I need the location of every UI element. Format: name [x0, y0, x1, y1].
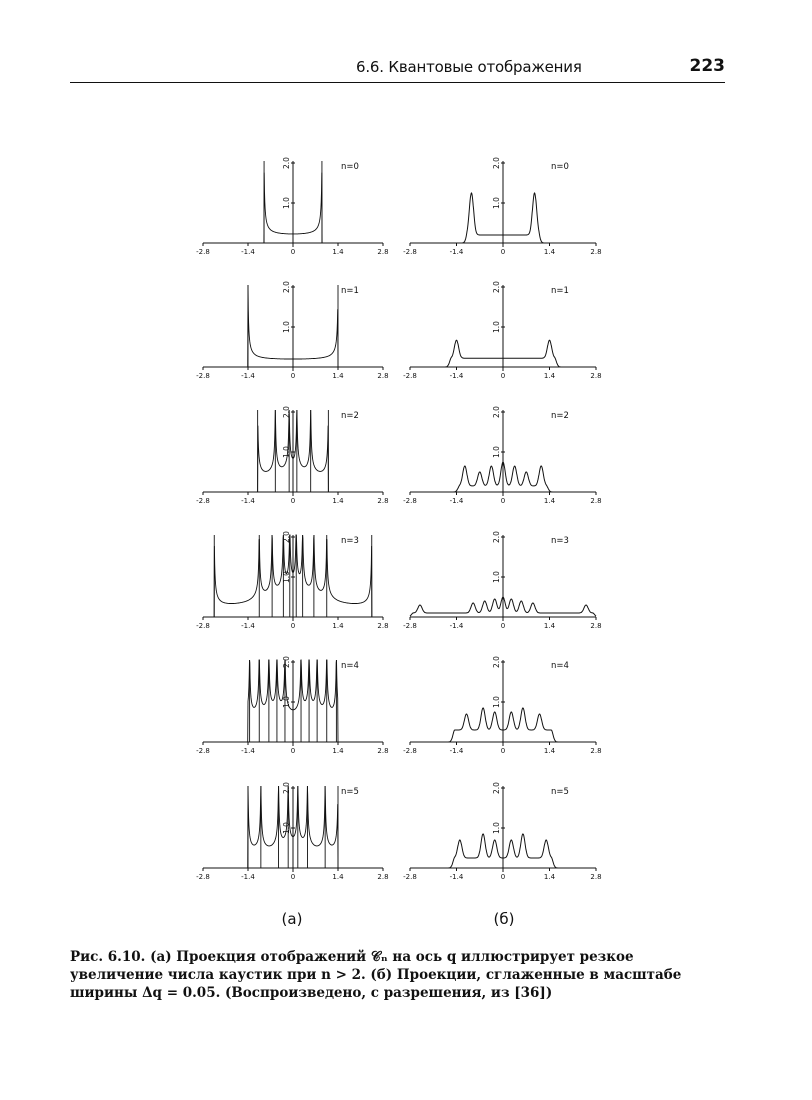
x-tick-label: -1.4: [241, 497, 255, 505]
y-tick-label: 2.0: [492, 782, 501, 794]
panel-a-n5: [196, 782, 388, 881]
n-label: n=4: [551, 661, 569, 671]
y-tick-label: 1.0: [492, 446, 501, 458]
x-tick-label: -1.4: [241, 747, 255, 755]
x-tick-label: -1.4: [449, 622, 464, 630]
n-label: n=1: [341, 286, 359, 296]
x-tick-label: 1.4: [543, 873, 556, 881]
x-tick-label: 1.4: [543, 747, 556, 755]
x-tick-label: -1.4: [449, 497, 464, 505]
y-tick-label: 2.0: [282, 656, 291, 668]
n-label: n=5: [551, 787, 569, 797]
x-tick-label: -2.8: [196, 372, 210, 380]
panel-a-n2: [196, 406, 388, 505]
n-label: n=0: [341, 162, 359, 172]
x-tick-label: 1.4: [332, 622, 344, 630]
x-tick-label: 1.4: [332, 873, 344, 881]
x-tick-label: 2.8: [590, 497, 602, 505]
x-tick-label: 2.8: [590, 372, 602, 380]
n-label: n=0: [551, 162, 569, 172]
panel-a-n1: [196, 281, 388, 380]
y-tick-label: 2.0: [492, 281, 501, 293]
x-tick-label: 1.4: [543, 622, 556, 630]
x-tick-label: 0: [290, 248, 296, 256]
x-tick-label: 2.8: [590, 747, 602, 755]
x-tick-label: 0: [500, 372, 506, 380]
n-label: n=1: [551, 286, 569, 296]
x-tick-label: -2.8: [403, 497, 417, 505]
x-tick-label: -2.8: [403, 622, 417, 630]
x-tick-label: 0: [500, 622, 506, 630]
x-tick-label: 2.8: [590, 873, 602, 881]
x-tick-label: -1.4: [241, 248, 255, 256]
n-label: n=2: [551, 411, 569, 421]
x-tick-label: 0: [290, 622, 296, 630]
y-tick-label: 1.0: [492, 321, 501, 333]
y-tick-label: 1.0: [282, 321, 291, 333]
y-tick-label: 1.0: [282, 197, 291, 209]
x-tick-label: -2.8: [403, 372, 417, 380]
x-tick-label: 1.4: [332, 248, 344, 256]
x-tick-label: 2.8: [377, 372, 389, 380]
x-tick-label: 1.4: [543, 372, 556, 380]
x-tick-label: -1.4: [241, 622, 255, 630]
x-tick-label: 0: [500, 497, 506, 505]
x-tick-label: -1.4: [449, 372, 464, 380]
x-tick-label: -1.4: [449, 747, 464, 755]
y-tick-label: 2.0: [282, 281, 291, 293]
x-tick-label: 2.8: [377, 747, 389, 755]
panel-b-n4: [403, 656, 601, 755]
x-tick-label: 0: [290, 873, 296, 881]
x-tick-label: -2.8: [403, 747, 417, 755]
panel-a-n0: [196, 157, 388, 256]
x-tick-label: -2.8: [196, 873, 210, 881]
panel-a-n4: [196, 656, 388, 755]
panel-b-n3: [403, 531, 601, 630]
n-label: n=3: [341, 536, 359, 546]
y-tick-label: 1.0: [492, 822, 501, 834]
x-tick-label: 0: [500, 873, 506, 881]
x-tick-label: 0: [290, 747, 296, 755]
x-tick-label: 0: [290, 497, 296, 505]
panel-b-n1: [403, 281, 601, 380]
x-tick-label: 2.8: [377, 497, 389, 505]
n-label: n=4: [341, 661, 359, 671]
y-tick-label: 1.0: [492, 571, 501, 583]
panel-a-n3: [196, 531, 388, 630]
y-tick-label: 2.0: [492, 157, 501, 169]
x-tick-label: 1.4: [332, 372, 344, 380]
x-tick-label: -1.4: [241, 873, 255, 881]
x-tick-label: -1.4: [241, 372, 255, 380]
n-label: n=2: [341, 411, 359, 421]
x-tick-label: 2.8: [590, 622, 602, 630]
x-tick-label: 1.4: [332, 497, 344, 505]
x-tick-label: 1.4: [332, 747, 344, 755]
y-tick-label: 1.0: [282, 571, 291, 583]
running-title: 6.6. Квантовые отображения: [356, 58, 582, 76]
x-tick-label: -1.4: [449, 248, 464, 256]
y-tick-label: 1.0: [492, 696, 501, 708]
x-tick-label: 0: [500, 248, 506, 256]
column-label-b: (б): [493, 910, 515, 928]
x-tick-label: 0: [290, 372, 296, 380]
y-tick-label: 2.0: [492, 656, 501, 668]
y-tick-label: 1.0: [282, 696, 291, 708]
y-tick-label: 2.0: [282, 782, 291, 794]
x-tick-label: 2.8: [377, 622, 389, 630]
n-label: n=5: [341, 787, 359, 797]
column-label-a: (а): [281, 910, 303, 928]
x-tick-label: 0: [500, 747, 506, 755]
x-tick-label: 1.4: [543, 497, 556, 505]
x-tick-label: 1.4: [543, 248, 556, 256]
panel-b-n2: [403, 406, 601, 505]
x-tick-label: 2.8: [590, 248, 602, 256]
x-tick-label: -2.8: [196, 248, 210, 256]
y-tick-label: 1.0: [282, 822, 291, 834]
y-tick-label: 2.0: [282, 157, 291, 169]
y-tick-label: 1.0: [282, 446, 291, 458]
x-tick-label: -2.8: [403, 873, 417, 881]
x-tick-label: 2.8: [377, 248, 389, 256]
x-tick-label: -2.8: [196, 497, 210, 505]
x-tick-label: 2.8: [377, 873, 389, 881]
y-tick-label: 1.0: [492, 197, 501, 209]
y-tick-label: 2.0: [492, 406, 501, 418]
page-number: 223: [689, 56, 725, 76]
panel-b-n0: [403, 157, 601, 256]
n-label: n=3: [551, 536, 569, 546]
x-tick-label: -2.8: [196, 747, 210, 755]
figure-caption: [70, 948, 725, 1002]
y-tick-label: 2.0: [492, 531, 501, 543]
y-tick-label: 2.0: [282, 531, 291, 543]
caption-label: Рис. 6.10.: [70, 949, 146, 965]
x-tick-label: -1.4: [449, 873, 464, 881]
caption-text: (а) Проекция отображений 𝒞ₙ на ось q иллюстрирует резкое увеличение числа каустик при n > 2. (б) Проекции, сглаженные в масштабе ширины Δq = 0.05. (Воспроизведено, с разрешения, из [36]): [70, 949, 682, 1001]
y-tick-label: 2.0: [282, 406, 291, 418]
x-tick-label: -2.8: [403, 248, 417, 256]
x-tick-label: -2.8: [196, 622, 210, 630]
panel-b-n5: [403, 782, 601, 881]
